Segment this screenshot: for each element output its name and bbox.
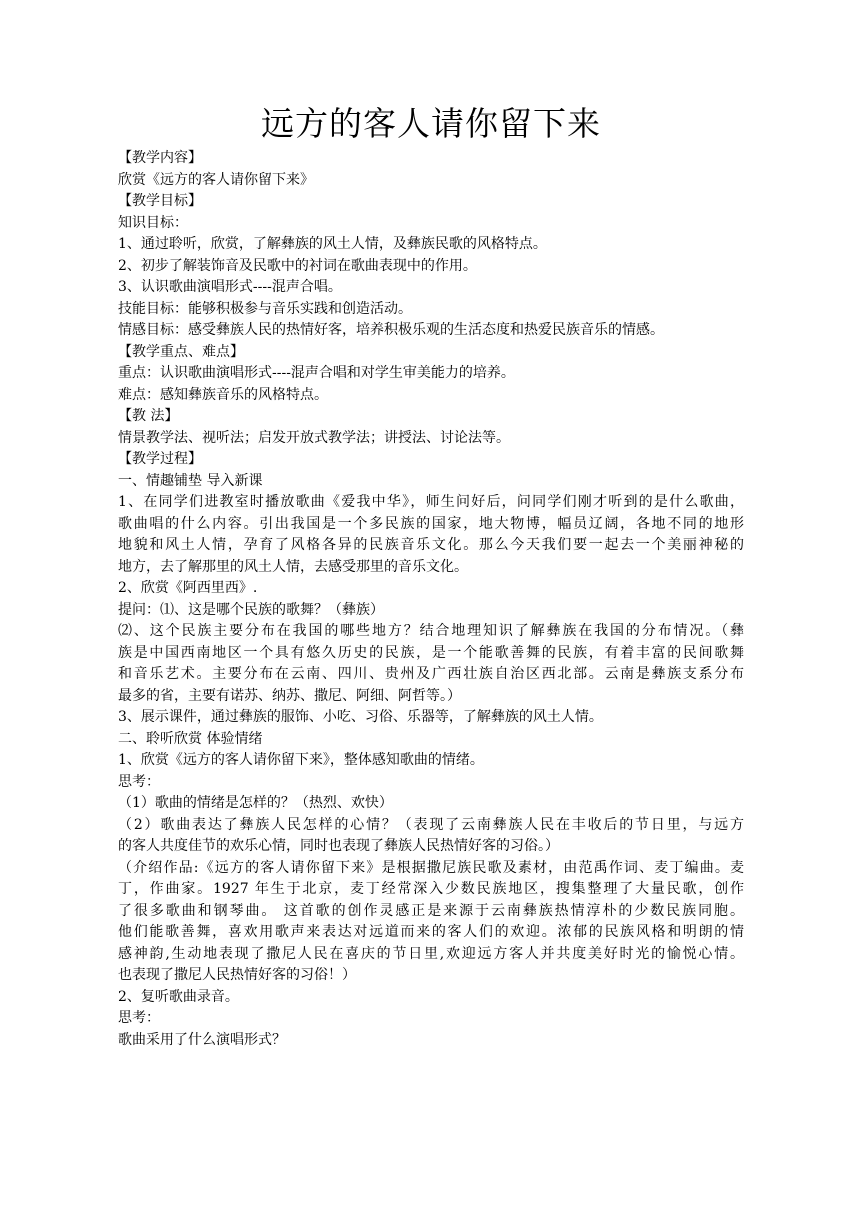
text-line: 1、通过聆听，欣赏，了解彝族的风土人情，及彝族民歌的风格特点。 (118, 236, 547, 252)
text-line: 难点：感知彝族音乐的风格特点。 (118, 386, 328, 403)
text-line: 情景教学法、视听法；启发开放式教学法；讲授法、讨论法等。 (118, 429, 510, 446)
text-line: 感神韵,生动地表现了撒尼人民在喜庆的节日里,欢迎远方客人并共度美好时光的愉悦心情。 (118, 945, 744, 962)
text-line: 2、欣赏《阿西里西》. (118, 580, 258, 596)
text-line: 1、在同学们进教室时播放歌曲《爱我中华》，师生问好后，问同学们刚才听到的是什么歌曲， (118, 494, 744, 510)
text-line: 最多的省，主要有诺苏、纳苏、撒尼、阿细、阿哲等。） (118, 687, 461, 704)
text-line: 了很多歌曲和钢琴曲。 这首歌的创作灵感正是来源于云南彝族热情淳朴的少数民族同胞。 (118, 902, 744, 919)
text-line: 地貌和风土人情，孕育了风格各异的民族音乐文化。那么今天我们要一起去一个美丽神秘的 (118, 537, 744, 553)
text-line: （2）歌曲表达了彝族人民怎样的心情？（表现了云南彝族人民在丰收后的节日里，与远方 (118, 816, 744, 833)
text-line: 【教学内容】 (118, 150, 202, 166)
text-line: 知识目标： (118, 214, 188, 231)
text-line: 重点：认识歌曲演唱形式----混声合唱和对学生审美能力的培养。 (118, 365, 515, 381)
text-line: 2、初步了解装饰音及民歌中的衬词在歌曲表现中的作用。 (118, 257, 477, 274)
text-line: 1、欣赏《远方的客人请你留下来》，整体感知歌曲的情绪。 (118, 752, 484, 768)
text-line: 技能目标：能够积极参与音乐实践和创造活动。 (118, 300, 412, 317)
text-line: 歌曲唱的什么内容。引出我国是一个多民族的国家，地大物博，幅员辽阔，各地不同的地形 (118, 515, 744, 532)
text-line: ⑵、这个民族主要分布在我国的哪些地方？结合地理知识了解彝族在我国的分布情况。（彝 (118, 623, 744, 639)
text-line: 一、情趣铺垫 导入新课 (118, 472, 263, 489)
text-line: 他们能歌善舞，喜欢用歌声来表达对远道而来的客人们的欢迎。浓郁的民族风格和明朗的情 (118, 924, 744, 940)
text-line: 思考： (118, 773, 160, 790)
text-line: 3、认识歌曲演唱形式----混声合唱。 (118, 279, 342, 295)
text-line: 3、展示课件，通过彝族的服饰、小吃、习俗、乐器等，了解彝族的风土人情。 (118, 709, 603, 725)
text-line: 丁，作曲家。1927 年生于北京，麦丁经常深入少数民族地区，搜集整理了大量民歌，创作 (118, 881, 744, 897)
document-title: 远方的客人请你留下来 (261, 104, 601, 143)
document-page (118, 100, 744, 1051)
text-line: 的客人共度佳节的欢乐心情，同时也表现了彝族人民热情好客的习俗。） (118, 838, 559, 854)
text-line: 2、复听歌曲录音。 (118, 988, 239, 1005)
text-line: 二、聆听欣赏 体验情绪 (118, 730, 263, 747)
text-line: 提问：⑴、这是哪个民族的歌舞？（彝族） (118, 601, 384, 618)
text-line: 欣赏《远方的客人请你留下来》 (118, 171, 314, 188)
text-line: 族是中国西南地区一个具有悠久历史的民族，是一个能歌善舞的民族，有着丰富的民间歌舞 (118, 644, 744, 661)
text-line: 【教学目标】 (118, 193, 202, 209)
text-line: 和音乐艺术。主要分布在云南、四川、贵州及广西壮族自治区西北部。云南是彝族支系分布 (118, 666, 744, 682)
text-line: （1）歌曲的情绪是怎样的？（热烈、欢快） (118, 795, 393, 811)
document-body (118, 148, 744, 1051)
text-line: 【教学过程】 (118, 451, 202, 467)
text-line: 歌曲采用了什么演唱形式？ (118, 1031, 286, 1048)
text-line: 【教学重点、难点】 (118, 343, 244, 360)
text-line: （介绍作品:《远方的客人请你留下来》是根据撒尼族民歌及素材，由范禹作词、麦丁编曲。麦 (118, 859, 744, 876)
text-line: 地方，去了解那里的风土人情，去感受那里的音乐文化。 (118, 558, 468, 575)
text-line: 【教 法】 (118, 408, 179, 424)
text-line: 思考： (118, 1010, 160, 1026)
text-line: 情感目标：感受彝族人民的热情好客，培养积极乐观的生活态度和热爱民族音乐的情感。 (118, 322, 664, 338)
text-line: 也表现了撒尼人民热情好客的习俗！） (118, 967, 356, 983)
